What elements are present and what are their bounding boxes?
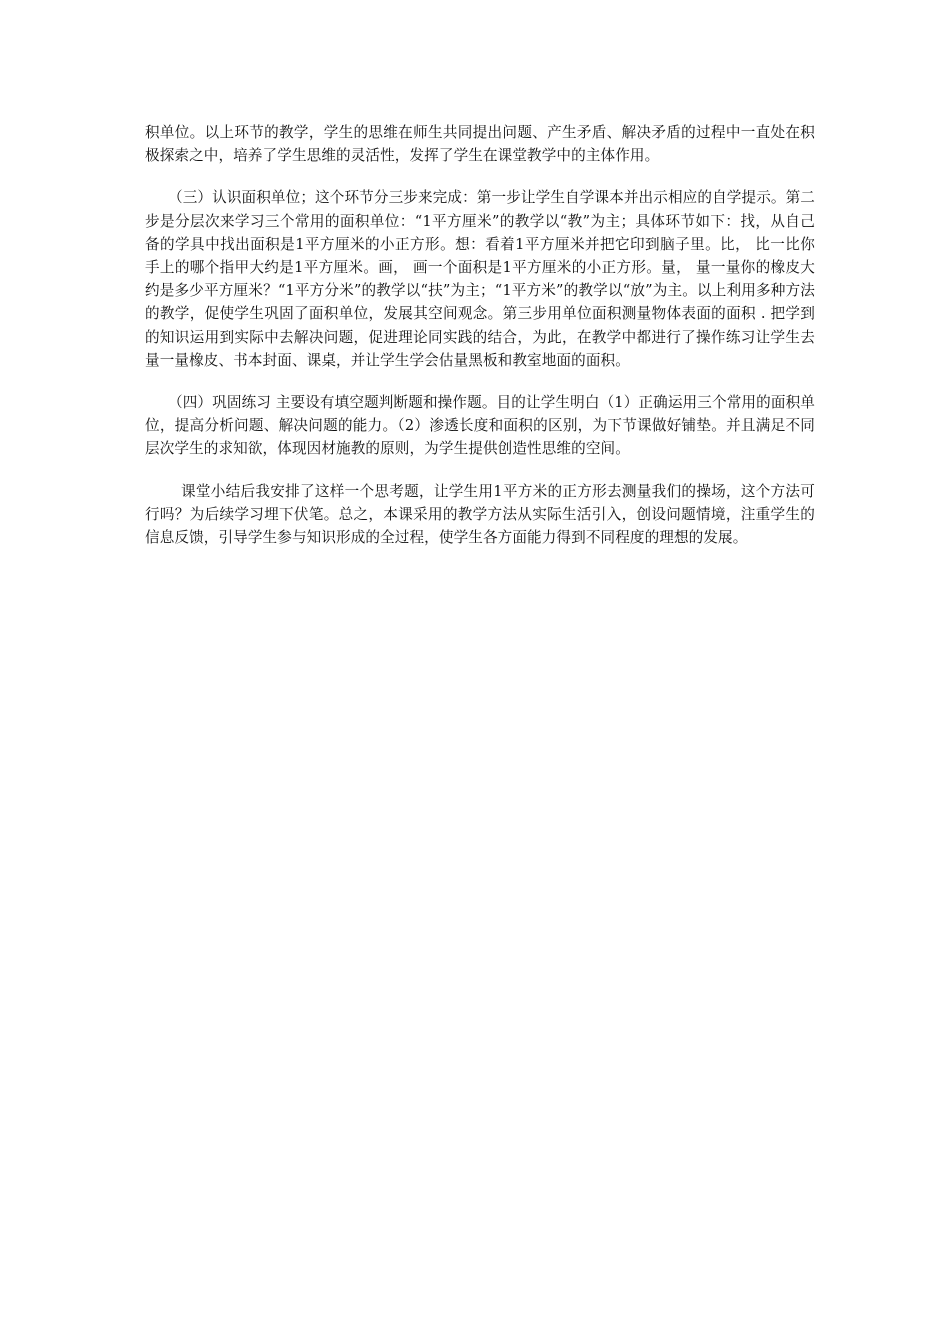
paragraph-area-units-summary: 积单位。以上环节的教学，学生的思维在师生共同提出问题、产生矛盾、解决矛盾的过程中一直处在积极探索之中，培养了学生思维的灵活性，发挥了学生在课堂教学中的主体作用。 (145, 124, 815, 165)
document-body (145, 121, 815, 568)
paragraph-section-three: （三）认识面积单位；这个环节分三步来完成：第一步让学生自学课本并出示相应的自学提示。第二步是分层次来学习三个常用的面积单位：“1平方厘米”的教学以“教”为主；具体环节如下：找，从自己备的学具中找出面积是1平方厘米的小正方形。想：看着1平方厘米并把它印到脑子里。比， 比一比你手上的哪个指甲大约是1平方厘米。画， 画一个面积是1平方厘米的小正方形。量， 量一量你的橡皮大约是多少平方厘米？“1平方分米”的教学以“扶”为主；“1平方米”的教学以“放”为主。以上利用多种方法的教学，促使学生巩固了面积单位，发展其空间观念。第三步用单位面积测量物体表面的面积 . 把学到的知识运用到实际中去解决问题，促进理论同实践的结合，为此，在教学中都进行了操作练习让学生去量一量橡皮、书本封面、课桌，并让学生学会估量黑板和教室地面的面积。 (145, 189, 815, 369)
paragraph-lesson-summary: 课堂小结后我安排了这样一个思考题，让学生用1平方米的正方形去测量我们的操场，这个方法可行吗？为后续学习埋下伏笔。总之，本课采用的教学方法从实际生活引入，创设问题情境，注重学生的信息反馈，引导学生参与知识形成的全过程，使学生各方面能力得到不同程度的理想的发展。 (145, 482, 815, 547)
paragraph-section-four: （四）巩固练习 主要设有填空题判断题和操作题。目的让学生明白（1）正确运用三个常用的面积单位，提高分析问题、解决问题的能力。（2）渗透长度和面积的区别，为下节课做好铺垫。并且满足不同层次学生的求知欲，体现因材施教的原则，为学生提供创造性思维的空间。 (145, 394, 815, 458)
